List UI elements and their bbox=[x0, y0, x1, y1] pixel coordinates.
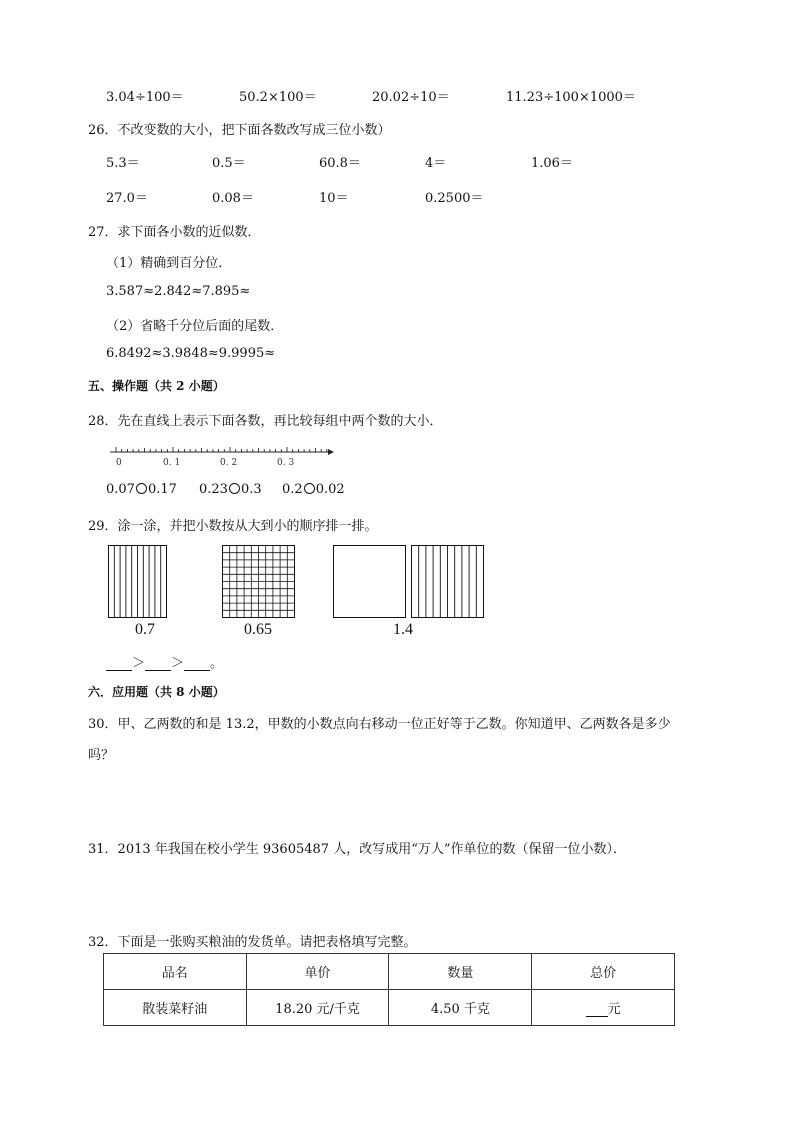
q28-pair-3-b: 0.02 bbox=[315, 482, 345, 497]
q27-part1-items: 3.587≈2.842≈7.895≈ bbox=[106, 284, 251, 299]
q26-r1-1: 5.3＝ bbox=[106, 156, 140, 171]
compare-circle[interactable] bbox=[229, 483, 240, 494]
q26-r2-1: 27.0＝ bbox=[106, 191, 148, 206]
ruler-label-1: 0. 1 bbox=[163, 458, 181, 468]
ruler-label-3: 0. 3 bbox=[277, 458, 295, 468]
total-unit: 元 bbox=[607, 1002, 621, 1017]
ruler-label-2: 0. 2 bbox=[220, 458, 238, 468]
answer-blank[interactable] bbox=[145, 658, 171, 671]
ruler-label-0: 0 bbox=[116, 458, 122, 468]
q27-part2-label: （2）省略千分位后面的尾数． bbox=[106, 319, 284, 334]
cell-quantity: 4.50 千克 bbox=[389, 990, 532, 1026]
figure-1-4-whole-square bbox=[333, 545, 408, 620]
label-0-7: 0.7 bbox=[135, 621, 155, 638]
header-unit-price: 单价 bbox=[246, 954, 389, 990]
cell-unit-price: 18.20 元/千克 bbox=[246, 990, 389, 1026]
answer-blank[interactable] bbox=[106, 658, 132, 671]
q30-line-1: 30．甲、乙两数的和是 13.2，甲数的小数点向右移动一位正好等于乙数。你知道甲、乙两数各是多少 bbox=[88, 717, 671, 732]
section-6-heading: 六．应用题（共 8 小题） bbox=[88, 685, 225, 699]
q28-pair-2 bbox=[199, 482, 262, 497]
q27-title: 27．求下面各小数的近似数． bbox=[88, 225, 261, 240]
q28-pair-3 bbox=[282, 482, 345, 497]
compare-circle[interactable] bbox=[136, 483, 147, 494]
cell-product: 散装菜籽油 bbox=[104, 990, 247, 1026]
q26-title: 26．不改变数的大小，把下面各数改写成三位小数） bbox=[88, 123, 391, 138]
table-row bbox=[104, 990, 675, 1026]
cell-total[interactable] bbox=[532, 990, 675, 1026]
gt-sign: ＞ bbox=[171, 656, 185, 671]
q28-pair-1 bbox=[106, 482, 177, 497]
q28-pair-2-b: 0.3 bbox=[240, 482, 262, 497]
q30-line-2: 吗？ bbox=[88, 748, 115, 763]
q26-r1-4: 4＝ bbox=[425, 156, 447, 171]
answer-blank[interactable] bbox=[184, 658, 210, 671]
gt-sign: ＞ bbox=[132, 656, 146, 671]
q25-item-1: 3.04÷100＝ bbox=[106, 90, 184, 105]
q26-r2-2: 0.08＝ bbox=[212, 191, 254, 206]
q26-r1-5: 1.06＝ bbox=[531, 156, 573, 171]
section-5-heading: 五、操作题（共 2 小题） bbox=[88, 379, 225, 393]
q31-text: 31．2013 年我国在校小学生 93605487 人，改写成用“万人”作单位的数（保留一位小数）． bbox=[88, 842, 626, 857]
q25-item-3: 20.02÷10＝ bbox=[372, 90, 450, 105]
table-header-row bbox=[104, 954, 675, 990]
label-0-65: 0.65 bbox=[244, 621, 272, 638]
q28-pair-2-a: 0.23 bbox=[199, 482, 228, 497]
q28-pair-3-a: 0.2 bbox=[282, 482, 303, 497]
q26-r1-3: 60.8＝ bbox=[319, 156, 361, 171]
q27-part1-label: （1）精确到百分位． bbox=[106, 256, 232, 271]
q26-r1-2: 0.5＝ bbox=[212, 156, 246, 171]
q28-pair-1-a: 0.07 bbox=[106, 482, 135, 497]
q25-item-2: 50.2×100＝ bbox=[239, 90, 317, 105]
period: 。 bbox=[210, 656, 224, 671]
q27-part2-items: 6.8492≈3.9848≈9.9995≈ bbox=[106, 346, 276, 361]
header-product: 品名 bbox=[104, 954, 247, 990]
q25-item-4: 11.23÷100×1000＝ bbox=[506, 90, 636, 105]
figure-0-7-stripes bbox=[108, 545, 168, 620]
label-1-4: 1.4 bbox=[393, 621, 413, 638]
number-line-ruler bbox=[108, 444, 338, 470]
invoice-table bbox=[103, 953, 675, 1026]
header-total: 总价 bbox=[532, 954, 675, 990]
figure-1-4-stripes bbox=[411, 545, 486, 620]
q26-r2-4: 0.2500＝ bbox=[425, 191, 484, 206]
q28-pair-1-b: 0.17 bbox=[147, 482, 177, 497]
q29-order-answer bbox=[106, 652, 223, 671]
q26-r2-3: 10＝ bbox=[319, 191, 349, 206]
figure-0-65-grid bbox=[222, 545, 297, 620]
answer-blank[interactable] bbox=[586, 1004, 608, 1017]
q32-title: 32．下面是一张购买粮油的发货单。请把表格填写完整。 bbox=[88, 935, 417, 950]
header-quantity: 数量 bbox=[389, 954, 532, 990]
q29-title: 29．涂一涂，并把小数按从大到小的顺序排一排。 bbox=[88, 519, 378, 534]
compare-circle[interactable] bbox=[304, 483, 315, 494]
q28-title: 28．先在直线上表示下面各数，再比较每组中两个数的大小． bbox=[88, 414, 443, 429]
